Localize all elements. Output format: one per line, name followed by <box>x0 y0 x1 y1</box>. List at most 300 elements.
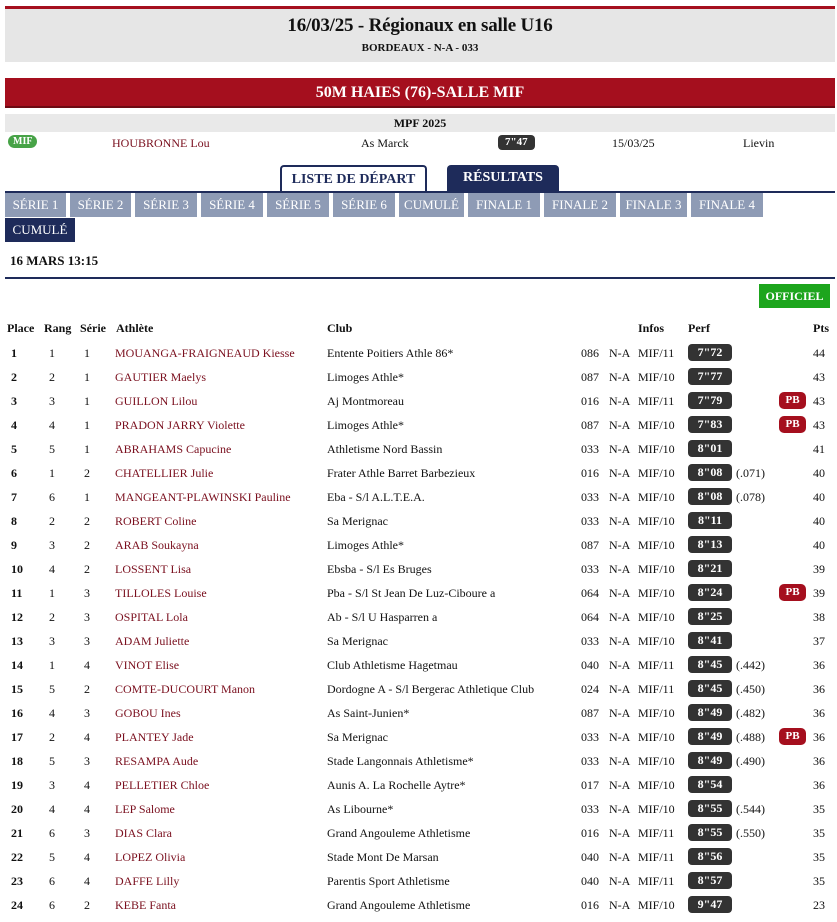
result-rank: 4 <box>49 802 55 816</box>
personal-best-badge: PB <box>779 728 806 745</box>
result-tiebreak: (.442) <box>736 658 765 672</box>
result-category: MIF/10 <box>638 586 675 600</box>
result-club: Dordogne A - S/l Bergerac Athletique Club <box>327 682 535 696</box>
result-place: 13 <box>11 634 23 648</box>
result-series: 1 <box>84 370 90 384</box>
result-performance: 8"01 <box>688 440 732 457</box>
result-league: N-A <box>609 850 631 864</box>
result-department: 016 <box>581 466 599 480</box>
result-category: MIF/10 <box>638 562 675 576</box>
record-date: 15/03/25 <box>612 136 655 150</box>
result-department: 024 <box>581 682 599 696</box>
result-club: Aunis A. La Rochelle Aytre* <box>327 778 466 792</box>
results-table-header <box>0 321 837 339</box>
result-rank: 3 <box>49 634 55 648</box>
result-athlete-name[interactable]: GOBOU Ines <box>115 706 181 720</box>
record-label: MPF 2025 <box>5 114 835 132</box>
table-row <box>0 749 837 773</box>
result-club: Sa Merignac <box>327 514 388 528</box>
result-category: MIF/11 <box>638 682 675 696</box>
result-performance: 8"24 <box>688 584 732 601</box>
result-league: N-A <box>609 418 631 432</box>
col-place: Place <box>7 321 35 335</box>
result-athlete-name[interactable]: PLANTEY Jade <box>115 730 194 744</box>
result-series: 1 <box>84 490 90 504</box>
result-athlete-name[interactable]: GUILLON Lilou <box>115 394 198 408</box>
result-rank: 2 <box>49 370 55 384</box>
result-category: MIF/11 <box>638 874 675 888</box>
result-category: MIF/10 <box>638 802 675 816</box>
record-place: Lievin <box>743 136 775 150</box>
result-points: 36 <box>813 658 825 672</box>
table-row <box>0 821 837 845</box>
col-serie: Série <box>80 321 106 335</box>
result-points: 37 <box>813 634 825 648</box>
result-series: 3 <box>84 634 90 648</box>
result-performance: 7"72 <box>688 344 732 361</box>
result-points: 44 <box>813 346 825 360</box>
result-club: Eba - S/l A.L.T.E.A. <box>327 490 425 504</box>
result-club: Grand Angouleme Athletisme <box>327 826 471 840</box>
result-athlete-name[interactable]: PELLETIER Chloe <box>115 778 210 792</box>
result-athlete-name[interactable]: LOSSENT Lisa <box>115 562 192 576</box>
result-league: N-A <box>609 658 631 672</box>
result-place: 10 <box>11 562 23 576</box>
result-performance: 8"55 <box>688 824 732 841</box>
table-row <box>0 485 837 509</box>
table-row <box>0 341 837 365</box>
result-club: Ab - S/l U Hasparren a <box>327 610 438 624</box>
result-athlete-name[interactable]: COMTE-DUCOURT Manon <box>115 682 256 696</box>
record-performance: 7"47 <box>498 135 535 150</box>
result-club: Limoges Athle* <box>327 418 404 432</box>
result-performance: 8"08 <box>688 488 732 505</box>
session-datetime: 16 MARS 13:15 <box>10 253 99 268</box>
result-performance: 8"55 <box>688 800 732 817</box>
result-rank: 5 <box>49 682 55 696</box>
result-league: N-A <box>609 610 631 624</box>
result-department: 016 <box>581 898 599 912</box>
result-athlete-name[interactable]: OSPITAL Lola <box>115 610 188 624</box>
result-rank: 3 <box>49 778 55 792</box>
result-points: 40 <box>813 514 825 528</box>
result-league: N-A <box>609 826 631 840</box>
result-tiebreak: (.078) <box>736 490 765 504</box>
tab-results[interactable]: RÉSULTATS <box>447 165 559 191</box>
result-place: 20 <box>11 802 23 816</box>
result-category: MIF/10 <box>638 418 675 432</box>
result-performance: 8"49 <box>688 728 732 745</box>
result-series: 3 <box>84 826 90 840</box>
series-tab-cumule[interactable]: CUMULÉ <box>399 193 464 217</box>
event-title: 50M HAIES (76)-SALLE MIF <box>5 78 835 108</box>
col-rang: Rang <box>44 321 72 335</box>
result-points: 41 <box>813 442 825 456</box>
result-category: MIF/10 <box>638 610 675 624</box>
result-tiebreak: (.550) <box>736 826 765 840</box>
result-series: 3 <box>84 754 90 768</box>
table-row <box>0 701 837 725</box>
result-league: N-A <box>609 442 631 456</box>
result-performance: 8"45 <box>688 680 732 697</box>
result-tiebreak: (.490) <box>736 754 765 768</box>
result-athlete-name[interactable]: GAUTIER Maelys <box>115 370 206 384</box>
result-series: 3 <box>84 706 90 720</box>
result-league: N-A <box>609 730 631 744</box>
series-tab-finale-4[interactable]: FINALE 4 <box>691 193 763 217</box>
table-row <box>0 845 837 869</box>
result-club: Club Athletisme Hagetmau <box>327 658 458 672</box>
result-rank: 1 <box>49 466 55 480</box>
result-department: 087 <box>581 370 599 384</box>
result-category: MIF/11 <box>638 346 675 360</box>
result-rank: 5 <box>49 754 55 768</box>
result-league: N-A <box>609 586 631 600</box>
result-department: 016 <box>581 826 599 840</box>
result-club: Sa Merignac <box>327 634 388 648</box>
result-athlete-name[interactable]: ARAB Soukayna <box>115 538 199 552</box>
result-place: 15 <box>11 682 23 696</box>
result-category: MIF/11 <box>638 850 675 864</box>
session-divider <box>5 277 835 279</box>
result-category: MIF/10 <box>638 706 675 720</box>
result-department: 064 <box>581 610 599 624</box>
result-points: 36 <box>813 730 825 744</box>
result-points: 35 <box>813 802 825 816</box>
result-tiebreak: (.450) <box>736 682 765 696</box>
result-athlete-name[interactable]: VINOT Elise <box>115 658 180 672</box>
result-category: MIF/10 <box>638 442 675 456</box>
result-department: 033 <box>581 514 599 528</box>
competition-title: 16/03/25 - Régionaux en salle U16 <box>287 15 553 36</box>
result-category: MIF/10 <box>638 898 675 912</box>
result-athlete-name[interactable]: ADAM Juliette <box>115 634 190 648</box>
result-place: 7 <box>11 490 17 504</box>
result-performance: 8"08 <box>688 464 732 481</box>
result-rank: 4 <box>49 562 55 576</box>
result-league: N-A <box>609 874 631 888</box>
result-rank: 4 <box>49 706 55 720</box>
result-series: 4 <box>84 730 90 744</box>
result-tiebreak: (.482) <box>736 706 765 720</box>
table-row <box>0 797 837 821</box>
table-row <box>0 653 837 677</box>
result-place: 2 <box>11 370 17 384</box>
record-line <box>5 132 835 154</box>
result-rank: 3 <box>49 538 55 552</box>
result-points: 36 <box>813 778 825 792</box>
result-points: 38 <box>813 610 825 624</box>
result-department: 087 <box>581 418 599 432</box>
result-athlete-name[interactable]: KEBE Fanta <box>115 898 176 912</box>
result-league: N-A <box>609 754 631 768</box>
result-series: 4 <box>84 802 90 816</box>
series-tab-finale-3[interactable]: FINALE 3 <box>620 193 687 217</box>
series-tab-serie-3[interactable]: SÉRIE 3 <box>135 193 197 217</box>
personal-best-badge: PB <box>779 392 806 409</box>
result-series: 2 <box>84 562 90 576</box>
result-performance: 7"79 <box>688 392 732 409</box>
result-performance: 8"41 <box>688 632 732 649</box>
table-row <box>0 893 837 917</box>
result-department: 064 <box>581 586 599 600</box>
result-department: 087 <box>581 706 599 720</box>
col-athlete: Athlète <box>116 321 154 335</box>
series-tab-cumule-active[interactable]: CUMULÉ <box>5 218 75 242</box>
result-league: N-A <box>609 802 631 816</box>
result-category: MIF/11 <box>638 394 675 408</box>
result-athlete-name[interactable]: RESAMPA Aude <box>115 754 199 768</box>
result-performance: 8"21 <box>688 560 732 577</box>
result-club: Ebsba - S/l Es Bruges <box>327 562 432 576</box>
result-place: 5 <box>11 442 17 456</box>
result-points: 36 <box>813 706 825 720</box>
result-athlete-name[interactable]: ABRAHAMS Capucine <box>115 442 232 456</box>
personal-best-badge: PB <box>779 584 806 601</box>
result-club: Stade Langonnais Athletisme* <box>327 754 474 768</box>
table-row <box>0 533 837 557</box>
official-status-badge: OFFICIEL <box>759 284 830 308</box>
result-place: 6 <box>11 466 17 480</box>
result-club: Pba - S/l St Jean De Luz-Ciboure a <box>327 586 496 600</box>
result-series: 1 <box>84 394 90 408</box>
result-rank: 6 <box>49 898 55 912</box>
result-league: N-A <box>609 490 631 504</box>
result-club: Stade Mont De Marsan <box>327 850 439 864</box>
result-club: Limoges Athle* <box>327 370 404 384</box>
result-place: 22 <box>11 850 23 864</box>
result-place: 3 <box>11 394 17 408</box>
result-series: 4 <box>84 874 90 888</box>
result-league: N-A <box>609 706 631 720</box>
result-performance: 8"49 <box>688 752 732 769</box>
result-tiebreak: (.544) <box>736 802 765 816</box>
result-series: 2 <box>84 682 90 696</box>
result-club: Entente Poitiers Athle 86* <box>327 346 454 360</box>
result-points: 39 <box>813 562 825 576</box>
result-league: N-A <box>609 514 631 528</box>
series-tab-finale-1[interactable]: FINALE 1 <box>468 193 540 217</box>
result-series: 1 <box>84 418 90 432</box>
result-athlete-name[interactable]: PRADON JARRY Violette <box>115 418 245 432</box>
series-tab-serie-2[interactable]: SÉRIE 2 <box>70 193 131 217</box>
result-performance: 8"54 <box>688 776 732 793</box>
result-department: 087 <box>581 538 599 552</box>
result-league: N-A <box>609 778 631 792</box>
result-department: 033 <box>581 442 599 456</box>
result-series: 2 <box>84 466 90 480</box>
result-department: 033 <box>581 634 599 648</box>
result-points: 39 <box>813 586 825 600</box>
result-place: 21 <box>11 826 23 840</box>
result-series: 2 <box>84 538 90 552</box>
result-performance: 8"56 <box>688 848 732 865</box>
col-infos: Infos <box>638 321 665 335</box>
result-department: 033 <box>581 754 599 768</box>
result-rank: 5 <box>49 850 55 864</box>
result-tiebreak: (.071) <box>736 466 765 480</box>
result-rank: 3 <box>49 394 55 408</box>
result-category: MIF/10 <box>638 466 675 480</box>
result-series: 1 <box>84 442 90 456</box>
col-perf: Perf <box>688 321 710 335</box>
result-league: N-A <box>609 538 631 552</box>
result-performance: 8"49 <box>688 704 732 721</box>
result-series: 3 <box>84 586 90 600</box>
col-club: Club <box>327 321 353 335</box>
result-category: MIF/10 <box>638 730 675 744</box>
result-athlete-name[interactable]: LEP Salome <box>115 802 175 816</box>
table-row <box>0 725 837 749</box>
result-place: 14 <box>11 658 23 672</box>
result-department: 033 <box>581 802 599 816</box>
result-points: 40 <box>813 466 825 480</box>
result-rank: 1 <box>49 658 55 672</box>
result-series: 4 <box>84 850 90 864</box>
result-performance: 8"11 <box>688 512 732 529</box>
result-rank: 1 <box>49 586 55 600</box>
result-rank: 2 <box>49 730 55 744</box>
record-category-badge: MIF <box>8 135 37 148</box>
result-place: 11 <box>11 586 23 600</box>
result-place: 12 <box>11 610 23 624</box>
result-place: 8 <box>11 514 17 528</box>
table-row <box>0 581 837 605</box>
result-rank: 4 <box>49 418 55 432</box>
result-athlete-name[interactable]: MANGEANT-PLAWINSKI Pauline <box>115 490 291 504</box>
result-points: 43 <box>813 394 825 408</box>
result-department: 040 <box>581 874 599 888</box>
result-performance: 8"57 <box>688 872 732 889</box>
result-performance: 8"45 <box>688 656 732 673</box>
result-rank: 1 <box>49 346 55 360</box>
result-points: 35 <box>813 826 825 840</box>
series-tab-serie-6[interactable]: SÉRIE 6 <box>333 193 395 217</box>
result-club: As Saint-Junien* <box>327 706 410 720</box>
table-row <box>0 773 837 797</box>
result-club: Aj Montmoreau <box>327 394 404 408</box>
record-holder-club: As Marck <box>361 136 409 150</box>
competition-header <box>5 6 835 62</box>
result-league: N-A <box>609 466 631 480</box>
result-points: 35 <box>813 850 825 864</box>
result-athlete-name[interactable]: MOUANGA-FRAIGNEAUD Kiesse <box>115 346 295 360</box>
result-department: 033 <box>581 490 599 504</box>
series-tab-serie-1[interactable]: SÉRIE 1 <box>5 193 66 217</box>
result-tiebreak: (.488) <box>736 730 765 744</box>
col-pts: Pts <box>813 321 829 335</box>
result-series: 4 <box>84 658 90 672</box>
table-row <box>0 509 837 533</box>
table-row <box>0 605 837 629</box>
result-points: 36 <box>813 682 825 696</box>
series-tab-serie-5[interactable]: SÉRIE 5 <box>267 193 329 217</box>
tab-start-list[interactable]: LISTE DE DÉPART <box>280 165 427 191</box>
result-category: MIF/10 <box>638 370 675 384</box>
result-department: 040 <box>581 850 599 864</box>
result-rank: 5 <box>49 442 55 456</box>
series-tab-serie-4[interactable]: SÉRIE 4 <box>201 193 263 217</box>
result-category: MIF/10 <box>638 754 675 768</box>
result-rank: 6 <box>49 874 55 888</box>
result-place: 24 <box>11 898 23 912</box>
result-series: 4 <box>84 778 90 792</box>
table-row <box>0 389 837 413</box>
result-performance: 8"25 <box>688 608 732 625</box>
result-points: 36 <box>813 754 825 768</box>
result-department: 033 <box>581 730 599 744</box>
table-row <box>0 365 837 389</box>
result-athlete-name[interactable]: DAFFE Lilly <box>115 874 180 888</box>
result-place: 17 <box>11 730 23 744</box>
result-league: N-A <box>609 370 631 384</box>
table-row <box>0 557 837 581</box>
result-place: 9 <box>11 538 17 552</box>
result-performance: 8"13 <box>688 536 732 553</box>
result-series: 1 <box>84 346 90 360</box>
result-league: N-A <box>609 634 631 648</box>
result-place: 18 <box>11 754 23 768</box>
result-rank: 2 <box>49 514 55 528</box>
result-points: 35 <box>813 874 825 888</box>
result-performance: 7"77 <box>688 368 732 385</box>
result-place: 4 <box>11 418 17 432</box>
result-athlete-name[interactable]: ROBERT Coline <box>115 514 197 528</box>
result-series: 3 <box>84 610 90 624</box>
result-club: Athletisme Nord Bassin <box>327 442 443 456</box>
results-table-body <box>0 341 837 917</box>
result-league: N-A <box>609 682 631 696</box>
result-category: MIF/11 <box>638 658 675 672</box>
result-series: 2 <box>84 898 90 912</box>
result-category: MIF/10 <box>638 514 675 528</box>
table-row <box>0 437 837 461</box>
result-place: 16 <box>11 706 23 720</box>
result-place: 19 <box>11 778 23 792</box>
result-athlete-name[interactable]: CHATELLIER Julie <box>115 466 214 480</box>
result-department: 016 <box>581 394 599 408</box>
result-category: MIF/10 <box>638 538 675 552</box>
competition-location: BORDEAUX - N-A - 033 <box>361 42 479 54</box>
result-athlete-name[interactable]: DIAS Clara <box>115 826 172 840</box>
table-row <box>0 869 837 893</box>
result-department: 040 <box>581 658 599 672</box>
result-athlete-name[interactable]: TILLOLES Louise <box>115 586 207 600</box>
result-club: As Libourne* <box>327 802 394 816</box>
result-points: 40 <box>813 538 825 552</box>
result-club: Parentis Sport Athletisme <box>327 874 450 888</box>
series-tab-finale-2[interactable]: FINALE 2 <box>544 193 616 217</box>
result-rank: 2 <box>49 610 55 624</box>
result-club: Limoges Athle* <box>327 538 404 552</box>
table-row <box>0 629 837 653</box>
result-category: MIF/10 <box>638 634 675 648</box>
record-holder-name[interactable]: HOUBRONNE Lou <box>112 136 210 150</box>
result-rank: 6 <box>49 490 55 504</box>
result-place: 23 <box>11 874 23 888</box>
table-row <box>0 461 837 485</box>
table-row <box>0 677 837 701</box>
result-department: 033 <box>581 562 599 576</box>
result-athlete-name[interactable]: LOPEZ Olivia <box>115 850 186 864</box>
personal-best-badge: PB <box>779 416 806 433</box>
result-league: N-A <box>609 346 631 360</box>
result-league: N-A <box>609 394 631 408</box>
result-points: 43 <box>813 418 825 432</box>
result-club: Frater Athle Barret Barbezieux <box>327 466 476 480</box>
result-category: MIF/11 <box>638 826 675 840</box>
result-performance: 9"47 <box>688 896 732 913</box>
